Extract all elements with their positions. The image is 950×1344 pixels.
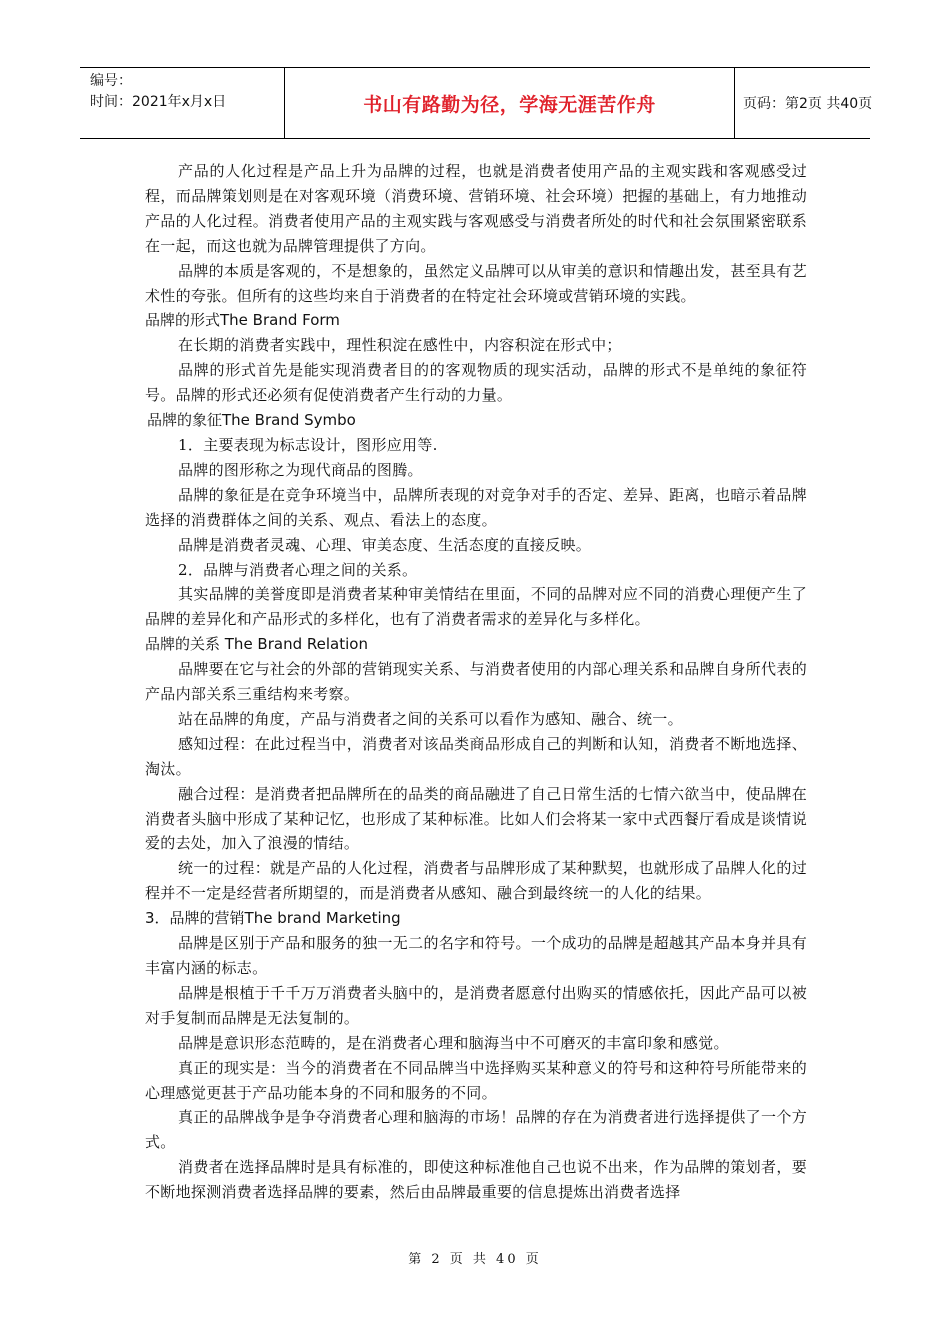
body-paragraph: 品牌的象征是在竞争环境当中，品牌所表现的对竞争对手的否定、差异、距离，也暗示着品牌选择的消费群体之间的关系、观点、看法上的态度。	[145, 485, 807, 529]
section-heading: 3．品牌的营销The brand Marketing	[145, 909, 401, 928]
document-number-label: 编号：	[90, 73, 132, 89]
body-paragraph: 产品的人化过程是产品上升为品牌的过程，也就是消费者使用产品的主观实践和客观感受过程，而品牌策划则是在对客观环境（消费环境、营销环境、社会环境）把握的基础上，有力地推动产品的人化过程。消费者使用产品的主观实践与客观感受与消费者所处的时代和社会氛围紧密联系在一起，而这也就为品牌管理提供了方向。	[145, 162, 807, 255]
body-paragraph: 品牌是根植于千千万万消费者头脑中的，是消费者愿意付出购买的情感依托，因此产品可以被对手复制而品牌是无法复制的。	[145, 983, 807, 1027]
body-paragraph: 真正的现实是：当今的消费者在不同品牌当中选择购买某种意义的符号和这种符号所能带来的心理感觉更甚于产品功能本身的不同和服务的不同。	[145, 1058, 807, 1102]
body-paragraph: 消费者在选择品牌时是具有标准的，即使这种标准他自己也说不出来，作为品牌的策划者，要不断地探测消费者选择品牌的要素，然后由品牌最重要的信息提炼出消费者选择	[145, 1158, 807, 1202]
body-paragraph: 1．主要表现为标志设计，图形应用等.	[178, 435, 438, 454]
header-page-label: 页码：第2页 共40页	[743, 96, 873, 112]
body-paragraph: 融合过程：是消费者把品牌所在的品类的商品融进了自己日常生活的七情六欲当中，使品牌在消费者头脑中形成了某种记忆，也形成了某种标准。比如人们会将某一家中式西餐厅看成是谈情说爱的去处，加入了浪漫的情结。	[145, 784, 807, 853]
header-motto: 书山有路勤为径，学海无涯苦作舟	[285, 68, 735, 138]
body-paragraph: 感知过程：在此过程当中，消费者对该品类商品形成自己的判断和认知，消费者不断地选择、淘汰。	[145, 734, 807, 778]
header-info-cell	[80, 68, 285, 138]
document-time-label: 时间：2021年x月x日	[90, 94, 227, 110]
body-paragraph: 2．品牌与消费者心理之间的关系。	[178, 560, 418, 579]
body-paragraph: 品牌的形式首先是能实现消费者目的的客观物质的现实活动，品牌的形式不是单纯的象征符号。品牌的形式还必须有促使消费者产生行动的力量。	[145, 361, 807, 405]
body-paragraph: 品牌的本质是客观的，不是想象的，虽然定义品牌可以从审美的意识和情趣出发，甚至具有艺术性的夸张。但所有的这些均来自于消费者的在特定社会环境或营销环境的实践。	[145, 261, 807, 305]
body-paragraph: 品牌是区别于产品和服务的独一无二的名字和符号。一个成功的品牌是超越其产品本身并具有丰富内涵的标志。	[145, 934, 807, 977]
body-paragraph: 品牌是消费者灵魂、心理、审美态度、生活态度的直接反映。	[178, 535, 592, 554]
body-paragraph: 其实品牌的美誉度即是消费者某种审美情结在里面，不同的品牌对应不同的消费心理便产生了品牌的差异化和产品形式的多样化，也有了消费者需求的差异化与多样化。	[145, 585, 807, 629]
section-heading: 品牌的关系 The Brand Relation	[145, 635, 368, 654]
page-footer: 第 2 页 共 40 页	[408, 1252, 542, 1267]
page-header	[80, 67, 873, 139]
body-paragraph: 统一的过程：就是产品的人化过程，消费者与品牌形成了某种默契，也就形成了品牌人化的过程并不一定是经营者所期望的，而是消费者从感知、融合到最终统一的人化的结果。	[145, 859, 807, 903]
body-paragraph: 在长期的消费者实践中，理性积淀在感性中，内容积淀在形式中；	[178, 336, 622, 355]
body-paragraph: 站在品牌的角度，产品与消费者之间的关系可以看作为感知、融合、统一。	[178, 709, 683, 728]
section-heading: 品牌的象征The Brand Symbo	[147, 411, 356, 430]
body-paragraph: 品牌是意识形态范畴的，是在消费者心理和脑海当中不可磨灭的丰富印象和感觉。	[178, 1033, 729, 1052]
document-body	[145, 159, 807, 1205]
body-paragraph: 品牌的图形称之为现代商品的图腾。	[178, 460, 423, 479]
body-paragraph: 品牌要在它与社会的外部的营销现实关系、与消费者使用的内部心理关系和品牌自身所代表的产品内部关系三重结构来考察。	[145, 660, 807, 704]
section-heading: 品牌的形式The Brand Form	[145, 311, 340, 330]
body-paragraph: 真正的品牌战争是争夺消费者心理和脑海的市场！品牌的存在为消费者进行选择提供了一个方式。	[145, 1108, 807, 1152]
